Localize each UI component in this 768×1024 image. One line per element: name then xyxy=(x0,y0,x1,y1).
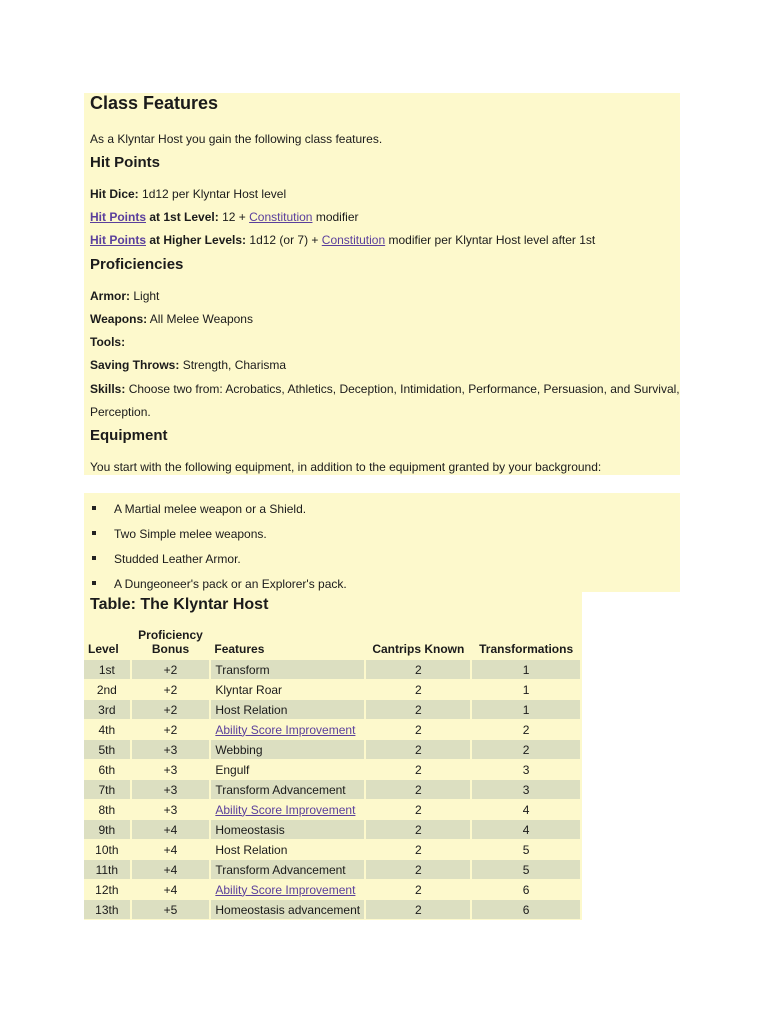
ability-score-improvement-link[interactable]: Ability Score Improvement xyxy=(215,722,356,737)
higher-levels-value: 1d12 (or 7) + xyxy=(249,233,319,247)
tools-label: Tools: xyxy=(90,335,126,349)
proficiency-bonus-cell: +4 xyxy=(131,840,211,860)
class-features-title: Class Features xyxy=(90,93,219,113)
level-cell: 11th xyxy=(84,860,131,880)
bullet-icon xyxy=(92,556,96,560)
level-cell: 10th xyxy=(84,840,131,860)
proficiency-bonus-cell: +3 xyxy=(131,780,211,800)
level-cell: 12th xyxy=(84,880,131,900)
feature-cell: Transform xyxy=(210,660,365,680)
equipment-heading: Equipment xyxy=(90,427,168,444)
table-row xyxy=(84,900,581,920)
feature-cell xyxy=(210,880,365,900)
header-proficiency-bonus xyxy=(131,622,211,660)
feature-cell: Transform Advancement xyxy=(210,860,365,880)
tools-line xyxy=(90,335,125,349)
feature-cell: Homeostasis xyxy=(210,820,365,840)
first-level-label: at 1st Level: xyxy=(149,210,219,224)
level-cell: 6th xyxy=(84,760,131,780)
ability-score-improvement-link[interactable]: Ability Score Improvement xyxy=(215,882,356,897)
transformations-cell: 4 xyxy=(471,800,581,820)
table-title: Table: The Klyntar Host xyxy=(90,596,269,613)
level-cell: 7th xyxy=(84,780,131,800)
cantrips-known-cell: 2 xyxy=(365,860,471,880)
hit-dice-value: 1d12 per Klyntar Host level xyxy=(142,187,287,201)
proficiency-bonus-cell: +3 xyxy=(131,740,211,760)
cantrips-known-cell: 2 xyxy=(365,740,471,760)
cantrips-known-cell: 2 xyxy=(365,720,471,740)
feature-cell xyxy=(210,720,365,740)
table-row xyxy=(84,700,581,720)
header-features: Features xyxy=(214,642,265,656)
header-level: Level xyxy=(88,642,119,656)
hit-dice-line xyxy=(90,187,286,201)
class-features-intro: As a Klyntar Host you gain the following class features. xyxy=(90,132,383,146)
level-cell: 2nd xyxy=(84,680,131,700)
feature-cell xyxy=(210,800,365,820)
transformations-cell: 6 xyxy=(471,880,581,900)
cantrips-known-cell: 2 xyxy=(365,840,471,860)
klyntar-host-table-section xyxy=(84,592,582,917)
level-cell: 4th xyxy=(84,720,131,740)
cantrips-known-cell: 2 xyxy=(365,800,471,820)
proficiency-bonus-cell: +5 xyxy=(131,900,211,920)
header-proficiency: Proficiency xyxy=(138,628,203,642)
hit-points-link[interactable]: Hit Points xyxy=(90,233,146,247)
hit-points-link[interactable]: Hit Points xyxy=(90,210,146,224)
table-row xyxy=(84,720,581,740)
equipment-intro: You start with the following equipment, in addition to the equipment granted by your background: xyxy=(90,460,602,474)
header-transformations: Transformations xyxy=(479,642,574,656)
equipment-item: A Martial melee weapon or a Shield. xyxy=(114,502,307,516)
proficiency-bonus-cell: +2 xyxy=(131,700,211,720)
hit-points-heading: Hit Points xyxy=(90,154,160,171)
table-row xyxy=(84,840,581,860)
proficiency-bonus-cell: +2 xyxy=(131,720,211,740)
proficiency-bonus-cell: +4 xyxy=(131,880,211,900)
feature-cell: Host Relation xyxy=(210,700,365,720)
higher-levels-suffix: modifier per Klyntar Host level after 1st xyxy=(388,233,596,247)
transformations-cell: 6 xyxy=(471,900,581,920)
hit-dice-label: Hit Dice: xyxy=(90,187,139,201)
feature-cell: Engulf xyxy=(210,760,365,780)
feature-cell: Webbing xyxy=(210,740,365,760)
transformations-cell: 1 xyxy=(471,680,581,700)
cantrips-known-cell: 2 xyxy=(365,760,471,780)
saving-throws-label: Saving Throws: xyxy=(90,358,180,372)
level-cell: 13th xyxy=(84,900,131,920)
table-row xyxy=(84,820,581,840)
bullet-icon xyxy=(92,506,96,510)
cantrips-known-cell: 2 xyxy=(365,780,471,800)
cantrips-known-cell: 2 xyxy=(365,700,471,720)
level-cell: 1st xyxy=(84,660,131,680)
transformations-cell: 3 xyxy=(471,760,581,780)
first-level-value: 12 + xyxy=(222,210,246,224)
ability-score-improvement-link[interactable]: Ability Score Improvement xyxy=(215,802,356,817)
hit-points-first-level-line xyxy=(90,210,359,224)
hit-points-higher-levels-line xyxy=(90,233,595,247)
table-row xyxy=(84,880,581,900)
proficiency-bonus-cell: +3 xyxy=(131,760,211,780)
saving-throws-value: Strength, Charisma xyxy=(182,358,287,372)
bullet-icon xyxy=(92,531,96,535)
klyntar-host-table xyxy=(84,622,582,920)
armor-line xyxy=(90,289,159,303)
constitution-link[interactable]: Constitution xyxy=(249,210,313,224)
cantrips-known-cell: 2 xyxy=(365,880,471,900)
armor-label: Armor: xyxy=(90,289,131,303)
transformations-cell: 4 xyxy=(471,820,581,840)
transformations-cell: 2 xyxy=(471,720,581,740)
proficiencies-heading: Proficiencies xyxy=(90,256,184,273)
level-cell: 9th xyxy=(84,820,131,840)
weapons-value: All Melee Weapons xyxy=(149,312,253,326)
table-header-row xyxy=(84,622,581,660)
equipment-item: A Dungeoneer's pack or an Explorer's pack. xyxy=(114,577,347,591)
bullet-icon xyxy=(92,581,96,585)
equipment-list xyxy=(84,493,680,592)
proficiency-bonus-cell: +2 xyxy=(131,660,211,680)
proficiency-bonus-cell: +4 xyxy=(131,820,211,840)
table-row xyxy=(84,860,581,880)
saving-throws-line xyxy=(90,358,286,372)
weapons-line xyxy=(90,312,253,326)
higher-levels-label: at Higher Levels: xyxy=(149,233,247,247)
table-row xyxy=(84,760,581,780)
header-bonus: Bonus xyxy=(151,642,190,656)
skills-line-continued: Perception. xyxy=(90,405,151,419)
feature-cell: Host Relation xyxy=(210,840,365,860)
table-row xyxy=(84,800,581,820)
transformations-cell: 1 xyxy=(471,660,581,680)
skills-value: Choose two from: Acrobatics, Athletics, Deception, Intimidation, Performance, Persuasion, and Survival, xyxy=(128,382,680,396)
equipment-item: Two Simple melee weapons. xyxy=(114,527,267,541)
transformations-cell: 5 xyxy=(471,840,581,860)
constitution-link[interactable]: Constitution xyxy=(321,233,386,247)
proficiency-bonus-cell: +4 xyxy=(131,860,211,880)
table-body xyxy=(84,660,581,920)
weapons-label: Weapons: xyxy=(90,312,148,326)
level-cell: 8th xyxy=(84,800,131,820)
transformations-cell: 3 xyxy=(471,780,581,800)
armor-value: Light xyxy=(133,289,160,303)
cantrips-known-cell: 2 xyxy=(365,820,471,840)
transformations-cell: 2 xyxy=(471,740,581,760)
transformations-cell: 5 xyxy=(471,860,581,880)
transformations-cell: 1 xyxy=(471,700,581,720)
feature-cell: Transform Advancement xyxy=(210,780,365,800)
cantrips-known-cell: 2 xyxy=(365,680,471,700)
skills-label: Skills: xyxy=(90,382,126,396)
table-row xyxy=(84,660,581,680)
cantrips-known-cell: 2 xyxy=(365,660,471,680)
table-row xyxy=(84,680,581,700)
cantrips-known-cell: 2 xyxy=(365,900,471,920)
feature-cell: Klyntar Roar xyxy=(210,680,365,700)
table-row xyxy=(84,780,581,800)
proficiency-bonus-cell: +3 xyxy=(131,800,211,820)
header-cantrips-known: Cantrips Known xyxy=(372,642,465,656)
skills-line xyxy=(90,382,680,396)
class-features-panel xyxy=(84,93,680,475)
proficiency-bonus-cell: +2 xyxy=(131,680,211,700)
level-cell: 3rd xyxy=(84,700,131,720)
first-level-suffix: modifier xyxy=(315,210,359,224)
level-cell: 5th xyxy=(84,740,131,760)
equipment-item: Studded Leather Armor. xyxy=(114,552,241,566)
feature-cell: Homeostasis advancement xyxy=(210,900,365,920)
table-row xyxy=(84,740,581,760)
